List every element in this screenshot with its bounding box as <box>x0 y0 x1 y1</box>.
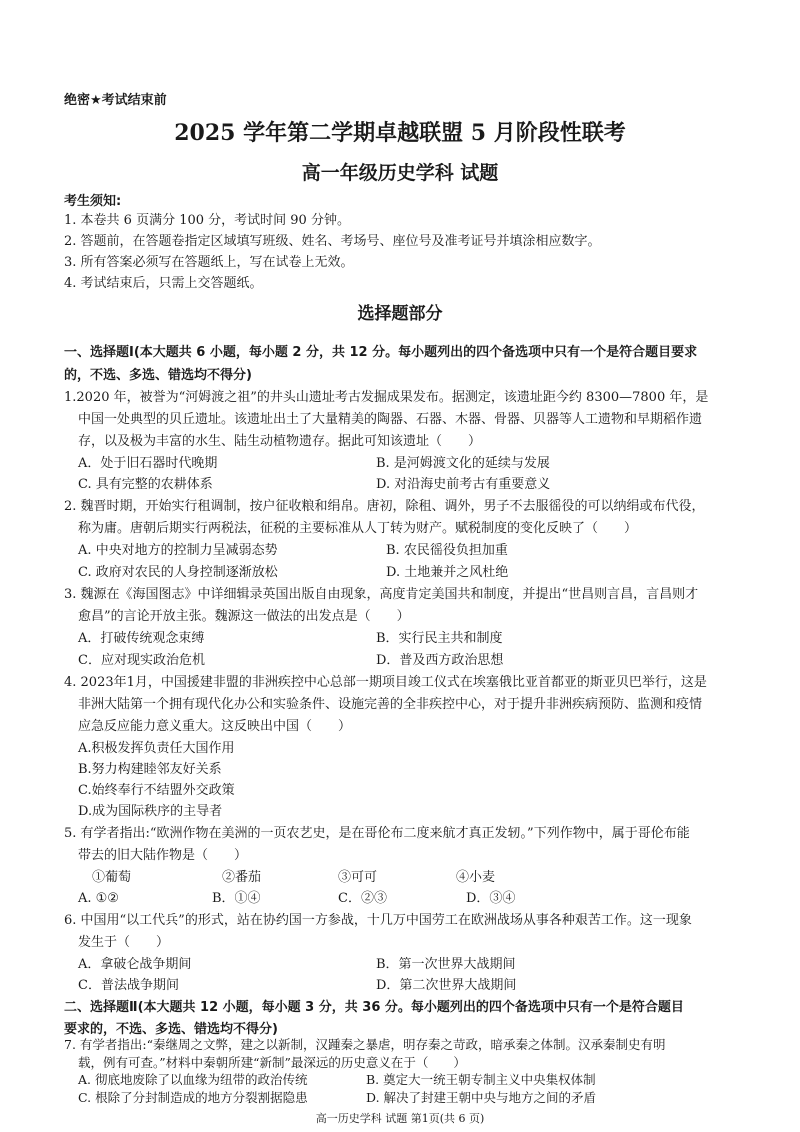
question-1-text: 存，以及极为丰富的水生、陆生动植物遗存。据此可知该遗址（ ） <box>78 434 482 449</box>
part1-heading-cont: 的，不选、多选、错选均不得分) <box>64 368 252 383</box>
option-c: C. 根除了分封制造成的地方分裂割据隐患 <box>78 1090 308 1105</box>
option-a: A．处于旧石器时代晚期 <box>78 456 218 471</box>
question-1-text: 1.2020 年，被誉为“河姆渡之祖”的井头山遗址考古发掘成果发布。据测定，该遗址距今约 8300—7800 年，是 <box>64 390 709 405</box>
question-5-text: 带去的旧大陆作物是（ ） <box>78 848 248 863</box>
question-2-text: 称为庸。唐朝后期实行两税法，征税的主要标准从人丁转为财产。赋税制度的变化反映了（ ） <box>78 521 638 536</box>
question-4-text: 4. 2023年1月，中国援建非盟的非洲疾控中心总部一期项目竣工仪式在埃塞俄比亚首都亚的斯亚贝巴举行，这是 <box>64 675 707 690</box>
option-a: A. 中央对地方的控制力呈减弱态势 <box>78 543 278 558</box>
question-6-text: 6. 中国用“以工代兵”的形式，站在协约国一方参战，十几万中国劳工在欧洲战场从事各种艰苦工作。这一现象 <box>64 913 692 928</box>
question-4-text: 非洲大陆第一个拥有现代化办公和实验条件、设施完善的全非疾控中心，对于提升非洲疾病预防、监测和疫情 <box>78 697 703 712</box>
option-c: C．②③ <box>338 891 387 906</box>
question-3-text: 愈昌”的言论开放主张。魏源这一做法的出发点是（ ） <box>78 609 410 624</box>
notice-item: 4. 考试结束后，只需上交答题纸。 <box>64 276 263 291</box>
part1-heading: 一、选择题Ⅰ(本大题共 6 小题，每小题 2 分，共 12 分。每小题列出的四个备选项中只有一个是符合题目要求 <box>64 345 698 360</box>
section-title: 选择题部分 <box>357 304 443 324</box>
question-5-text: 5. 有学者指出:“欧洲作物在美洲的一页农艺史，是在哥伦布二度来航才真正发轫。”下列作物中，属于哥伦布能 <box>64 826 690 841</box>
option-b: B．第一次世界大战期间 <box>376 957 516 972</box>
option-d: D. 解决了封建王朝中央与地方之间的矛盾 <box>366 1090 597 1105</box>
option-b: B.努力构建睦邻友好关系 <box>78 762 222 777</box>
exam-subtitle: 高一年级历史学科 试题 <box>301 162 499 184</box>
option-d: D.成为国际秩序的主导者 <box>78 804 223 819</box>
option-d: D. 土地兼并之风杜绝 <box>386 565 509 580</box>
option-a: A.积极发挥负责任大国作用 <box>78 741 235 756</box>
option-b: B．实行民主共和制度 <box>376 631 503 646</box>
question-2-text: 2. 魏晋时期，开始实行租调制，按户征收粮和绢帛。唐初，除租、调外，男子不去服徭役的可以纳绢或布代役， <box>64 499 705 514</box>
option-a: A．打破传统观念束缚 <box>78 631 205 646</box>
notice-item: 3. 所有答案必须写在答题纸上，写在试卷上无效。 <box>64 255 354 270</box>
option-c: C. 政府对农民的人身控制逐渐放松 <box>78 565 278 580</box>
question-1-text: 中国一处典型的贝丘遗址。该遗址出土了大量精美的陶器、石器、木器、骨器、贝器等人工遗物和早期稻作遗 <box>78 412 703 427</box>
notice-item: 1. 本卷共 6 页满分 100 分，考试时间 90 分钟。 <box>64 213 350 228</box>
option-c: C．普法战争期间 <box>78 978 179 993</box>
option-a: A．拿破仑战争期间 <box>78 957 192 972</box>
option-d: D．普及西方政治思想 <box>376 653 504 668</box>
option-c: C.始终奉行不结盟外交政策 <box>78 783 235 798</box>
question-3-text: 3. 魏源在《海国图志》中详细辑录英国出版自由现象，高度肯定美国共和制度，并提出“世昌则言昌，言昌则才 <box>64 587 699 602</box>
option-d: D. 对沿海史前考古有重要意义 <box>376 477 551 492</box>
page-footer: 高一历史学科 试题 第1页(共 6 页) <box>315 1112 485 1125</box>
option-b: B. 是河姆渡文化的延续与发展 <box>376 456 550 471</box>
option-d: D．第二次世界大战期间 <box>376 978 517 993</box>
notice-item: 2. 答题前，在答题卷指定区域填写班级、姓名、考场号、座位号及准考证号并填涂相应数字。 <box>64 234 601 249</box>
notice-heading: 考生须知: <box>64 194 122 209</box>
exam-title: 2025 学年第二学期卓越联盟 5 月阶段性联考 <box>174 120 626 146</box>
option-d: D．③④ <box>466 891 516 906</box>
option-c: C. 具有完整的农耕体系 <box>78 477 213 492</box>
option-b: B. 农民徭役负担加重 <box>386 543 508 558</box>
secret-label: 绝密★考试结束前 <box>64 93 167 108</box>
q5-item-1: ①葡萄 <box>92 870 132 885</box>
part2-heading: 二、选择题Ⅱ(本大题共 12 小题，每小题 3 分，共 36 分。每小题列出的四个备选项中只有一个是符合题目 <box>64 1000 684 1015</box>
option-b: B. 奠定大一统王朝专制主义中央集权体制 <box>366 1072 596 1087</box>
question-4-text: 应急反应能力意义重大。这反映出中国（ ） <box>78 719 352 734</box>
option-b: B．①④ <box>212 891 261 906</box>
option-a: A. ①② <box>78 891 119 906</box>
q5-item-2: ②番茄 <box>222 870 262 885</box>
q5-item-3: ③可可 <box>338 870 378 885</box>
question-7-text: 7. 有学者指出:“秦继周之文弊，建之以新制，汉踵秦之暴虐，明存秦之苛政，暗承秦之体制。汉承秦制史有明 <box>64 1037 666 1052</box>
q5-item-4: ④小麦 <box>456 870 496 885</box>
option-c: C．应对现实政治危机 <box>78 653 205 668</box>
question-7-text: 载，例有可查。”材料中秦朝所建“新制”最深远的历史意义在于（ ） <box>78 1055 466 1070</box>
question-6-text: 发生于（ ） <box>78 935 170 950</box>
option-a: A. 彻底地废除了以血缘为纽带的政治传统 <box>78 1072 308 1087</box>
part2-heading-cont: 要求的，不选、多选、错选均不得分) <box>64 1022 278 1037</box>
